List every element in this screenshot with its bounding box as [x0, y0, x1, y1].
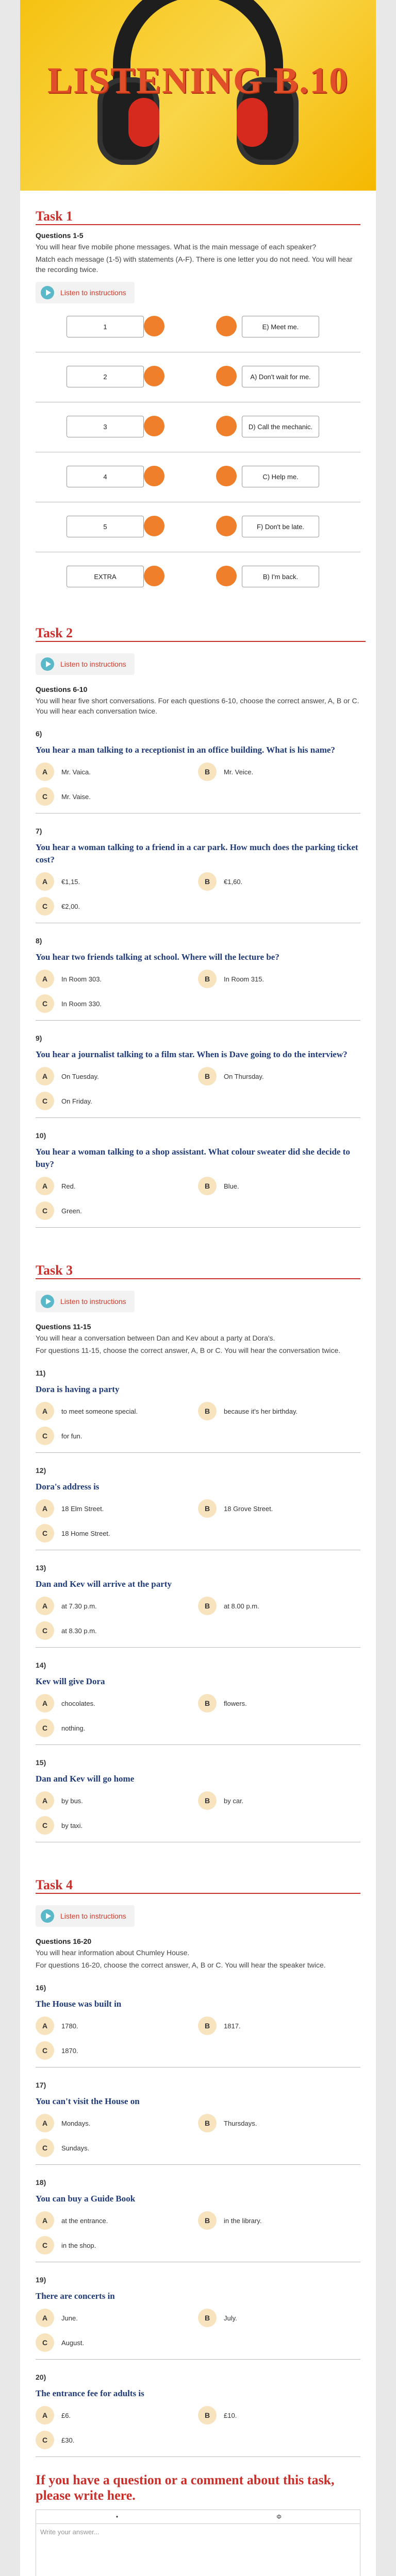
question-number: 8): [36, 937, 42, 945]
option-b[interactable]: [198, 872, 360, 891]
option-letter: C: [36, 1427, 54, 1445]
match-left-item: 4: [67, 466, 144, 487]
feedback-box: [36, 2510, 360, 2576]
option-text: 1870.: [61, 2046, 78, 2055]
option-letter: A: [36, 2211, 54, 2230]
option-a[interactable]: [36, 2016, 198, 2035]
match-left-item: EXTRA: [67, 566, 144, 587]
option-letter: A: [36, 2016, 54, 2035]
option-letter: B: [198, 1499, 217, 1518]
question-number: 10): [36, 1131, 46, 1140]
option-c[interactable]: [36, 1201, 198, 1220]
option-a[interactable]: [36, 2406, 198, 2425]
question-number: 17): [36, 2081, 46, 2089]
question-block: [36, 827, 360, 923]
play-icon: [41, 286, 54, 299]
option-text: Red.: [61, 1182, 76, 1190]
feedback-textarea[interactable]: Write your answer...: [40, 2528, 100, 2536]
option-text: £30.: [61, 2436, 75, 2444]
option-letter: B: [198, 2309, 217, 2327]
match-left-item: 3: [67, 416, 144, 437]
option-text: Green.: [61, 1207, 82, 1215]
option-c[interactable]: [36, 2041, 198, 2060]
option-b[interactable]: [198, 1177, 360, 1195]
question-text: You hear two friends talking at school. Where will the lecture be?: [36, 952, 279, 962]
question-text: Kev will give Dora: [36, 1676, 105, 1686]
feedback-toolbar: [36, 2510, 360, 2524]
match-right-item: E) Meet me.: [242, 316, 319, 337]
drag-handle-left[interactable]: [144, 316, 164, 336]
question-number: 20): [36, 2373, 46, 2381]
question-number: 11): [36, 1369, 46, 1377]
question-number: 14): [36, 1661, 46, 1669]
option-b[interactable]: [198, 2406, 360, 2425]
listen-button-task3[interactable]: Listen to instructions: [36, 1291, 135, 1312]
match-left-item: 1: [67, 316, 144, 337]
question-number: 9): [36, 1034, 42, 1042]
question-block: [36, 1034, 360, 1118]
task4-intro: You will hear information about Chumley House.: [36, 1948, 190, 1957]
question-text: Dan and Kev will go home: [36, 1774, 135, 1784]
option-text: by taxi.: [61, 1821, 83, 1829]
drag-handle-right[interactable]: [216, 416, 237, 436]
option-letter: B: [198, 2406, 217, 2425]
option-c[interactable]: [36, 1816, 198, 1835]
option-letter: B: [198, 2016, 217, 2035]
option-letter: A: [36, 872, 54, 891]
question-number: 19): [36, 2276, 46, 2284]
option-c[interactable]: [36, 2139, 198, 2157]
option-text: at 7.30 p.m.: [61, 1602, 97, 1610]
option-c[interactable]: [36, 994, 198, 1013]
option-text: to meet someone special.: [61, 1407, 138, 1415]
option-letter: B: [198, 1694, 217, 1713]
option-text: 18 Grove Street.: [224, 1504, 273, 1513]
option-c[interactable]: [36, 1427, 198, 1445]
symbol-tool-button[interactable]: Φ: [276, 2513, 282, 2520]
question-block: [36, 2373, 360, 2457]
question-text: Dan and Kev will arrive at the party: [36, 1579, 172, 1589]
option-letter: A: [36, 1402, 54, 1420]
option-letter: A: [36, 1499, 54, 1518]
option-text: Sundays.: [61, 2144, 90, 2152]
drag-handle-left[interactable]: [144, 416, 164, 436]
question-block: [36, 1466, 360, 1550]
play-icon: [41, 1295, 54, 1308]
option-a[interactable]: [36, 970, 198, 988]
divider: [36, 1227, 360, 1228]
option-letter: C: [36, 2236, 54, 2255]
task4-qhead: Questions 16-20: [36, 1937, 92, 1945]
option-letter: A: [36, 970, 54, 988]
task3-title: Task 3: [36, 1263, 73, 1278]
option-letter: C: [36, 2041, 54, 2060]
drag-handle-right[interactable]: [216, 316, 237, 336]
option-letter: B: [198, 1067, 217, 1086]
header-banner: [20, 0, 376, 191]
option-b[interactable]: [198, 2114, 360, 2132]
divider: [36, 1117, 360, 1118]
question-text: You hear a journalist talking to a film star. When is Dave going to do the interview?: [36, 1049, 348, 1059]
option-a[interactable]: [36, 1067, 198, 1086]
option-letter: A: [36, 2309, 54, 2327]
option-text: Blue.: [224, 1182, 239, 1190]
question-block: [36, 730, 360, 814]
option-text: On Friday.: [61, 1097, 92, 1105]
option-letter: C: [36, 787, 54, 806]
question-block: [36, 1131, 360, 1228]
option-c[interactable]: [36, 1524, 198, 1543]
question-number: 16): [36, 1984, 46, 1992]
option-letter: C: [36, 1524, 54, 1543]
divider: [36, 1647, 360, 1648]
match-left-item: 2: [67, 366, 144, 387]
option-text: In Room 330.: [61, 999, 102, 1008]
match-right-item: A) Don't wait for me.: [242, 366, 319, 387]
listen-button-task2[interactable]: Listen to instructions: [36, 653, 135, 675]
option-text: for fun.: [61, 1432, 82, 1440]
option-letter: A: [36, 1597, 54, 1615]
option-text: in the shop.: [61, 2241, 96, 2249]
option-text: chocolates.: [61, 1699, 95, 1707]
option-letter: B: [198, 872, 217, 891]
divider: [36, 1452, 360, 1453]
option-c[interactable]: [36, 787, 198, 806]
headphone-pad-left: [128, 98, 159, 147]
drag-handle-right[interactable]: [216, 516, 237, 536]
question-text: Dora is having a party: [36, 1384, 120, 1394]
option-c[interactable]: [36, 1719, 198, 1737]
option-c[interactable]: [36, 1092, 198, 1110]
divider: [36, 1020, 360, 1021]
question-text: You can't visit the House on: [36, 2096, 140, 2106]
divider: [36, 2456, 360, 2457]
option-text: €1,15.: [61, 877, 80, 886]
option-letter: A: [36, 1067, 54, 1086]
option-text: June.: [61, 2314, 78, 2322]
option-text: in the library.: [224, 2216, 262, 2225]
option-b[interactable]: [198, 1694, 360, 1713]
divider: [36, 813, 360, 814]
listen-button-task4[interactable]: Listen to instructions: [36, 1905, 135, 1927]
option-letter: A: [36, 1694, 54, 1713]
option-letter: B: [198, 1402, 217, 1420]
option-letter: A: [36, 1791, 54, 1810]
task4-instr: For questions 16-20, choose the correct answer, A, B or C. You will hear the speaker twice.: [36, 1961, 326, 1969]
drag-handle-left[interactable]: [144, 516, 164, 536]
task1-qhead: Questions 1-5: [36, 231, 84, 240]
option-letter: C: [36, 1201, 54, 1220]
option-letter: C: [36, 1719, 54, 1737]
option-letter: A: [36, 1177, 54, 1195]
listen-button-task1[interactable]: Listen to instructions: [36, 282, 135, 303]
option-letter: B: [198, 970, 217, 988]
option-b[interactable]: [198, 2211, 360, 2230]
match-row: [36, 461, 360, 510]
option-a[interactable]: [36, 1694, 198, 1713]
option-text: £6.: [61, 2411, 71, 2419]
option-text: at the entrance.: [61, 2216, 108, 2225]
option-text: Mondays.: [61, 2119, 91, 2127]
option-text: On Tuesday.: [61, 1072, 99, 1080]
question-text: You hear a man talking to a receptionist in an office building. What is his name?: [36, 745, 335, 755]
task3-intro: You will hear a conversation between Dan and Kev about a party at Dora's.: [36, 1334, 275, 1342]
task3-instr: For questions 11-15, choose the correct answer, A, B or C. You will hear the conversation twice.: [36, 1346, 341, 1354]
play-icon: [41, 657, 54, 671]
option-letter: B: [198, 2211, 217, 2230]
question-text: You can buy a Guide Book: [36, 2194, 136, 2204]
option-letter: C: [36, 897, 54, 916]
question-block: [36, 1758, 360, 1842]
drag-handle-left[interactable]: [144, 366, 164, 386]
option-c[interactable]: [36, 2431, 198, 2449]
option-text: 18 Elm Street.: [61, 1504, 104, 1513]
list-tool-button[interactable]: •: [116, 2513, 119, 2520]
question-text: The House was built in: [36, 1999, 122, 2009]
question-number: 13): [36, 1564, 46, 1572]
option-text: by car.: [224, 1797, 244, 1805]
question-text: Dora's address is: [36, 1482, 100, 1492]
option-letter: C: [36, 1621, 54, 1640]
option-b[interactable]: [198, 970, 360, 988]
question-text: You hear a woman talking to a friend in a car park. How much does the parking ticket cost?: [36, 842, 358, 865]
task1-intro: You will hear five mobile phone messages. What is the main message of each speaker?: [36, 243, 317, 251]
option-text: by bus.: [61, 1797, 83, 1805]
match-right-item: B) I'm back.: [242, 566, 319, 587]
option-letter: A: [36, 762, 54, 781]
option-text: On Thursday.: [224, 1072, 264, 1080]
option-a[interactable]: [36, 2309, 198, 2327]
match-right-item: D) Call the mechanic.: [242, 416, 319, 437]
option-b[interactable]: [198, 2309, 360, 2327]
match-row: [36, 361, 360, 410]
task2-qhead: Questions 6-10: [36, 685, 88, 693]
match-row: [36, 311, 360, 360]
option-b[interactable]: [198, 2016, 360, 2035]
option-text: Mr. Vaise.: [61, 792, 91, 801]
option-text: at 8.00 p.m.: [224, 1602, 259, 1610]
question-number: 6): [36, 730, 42, 738]
option-a[interactable]: [36, 2114, 198, 2132]
question-block: [36, 1369, 360, 1453]
option-text: 18 Home Street.: [61, 1529, 110, 1537]
option-letter: C: [36, 1816, 54, 1835]
option-text: In Room 315.: [224, 975, 265, 983]
option-letter: B: [198, 2114, 217, 2132]
headphone-pad-right: [237, 98, 268, 147]
option-letter: B: [198, 1597, 217, 1615]
match-row: [36, 511, 360, 560]
option-a[interactable]: [36, 1499, 198, 1518]
option-c[interactable]: [36, 2236, 198, 2255]
option-text: Thursdays.: [224, 2119, 257, 2127]
option-letter: B: [198, 1177, 217, 1195]
option-a[interactable]: [36, 1791, 198, 1810]
option-letter: B: [198, 762, 217, 781]
page-title: LISTENING B.10: [47, 60, 349, 101]
match-row: [36, 561, 360, 610]
question-block: [36, 2276, 360, 2360]
task1-title: Task 1: [36, 209, 73, 224]
question-block: [36, 2178, 360, 2262]
match-right-item: F) Don't be late.: [242, 516, 319, 537]
option-text: at 8.30 p.m.: [61, 1626, 97, 1635]
option-a[interactable]: [36, 1597, 198, 1615]
task3-qhead: Questions 11-15: [36, 1323, 91, 1331]
question-text: The entrance fee for adults is: [36, 2388, 144, 2398]
option-text: nothing.: [61, 1724, 86, 1732]
option-text: Mr. Veice.: [224, 768, 254, 776]
option-text: €2,00.: [61, 902, 80, 910]
question-text: There are concerts in: [36, 2291, 115, 2301]
drag-handle-right[interactable]: [216, 366, 237, 386]
option-text: Mr. Vaica.: [61, 768, 91, 776]
divider: [36, 2164, 360, 2165]
matching-area: [36, 311, 360, 610]
feedback-heading: If you have a question or a comment about this task, please write here.: [36, 2472, 335, 2503]
drag-handle-left[interactable]: [144, 566, 164, 586]
play-icon: [41, 1909, 54, 1923]
option-c[interactable]: [36, 1621, 198, 1640]
option-text: 1780.: [61, 2022, 78, 2030]
question-block: [36, 2081, 360, 2165]
option-a[interactable]: [36, 1177, 198, 1195]
question-block: [36, 937, 360, 1021]
task2-title: Task 2: [36, 625, 73, 640]
option-letter: C: [36, 1092, 54, 1110]
drag-handle-left[interactable]: [144, 466, 164, 486]
worksheet-page: [20, 0, 376, 2576]
task1-instr: Match each message (1-5) with statements (A-F). There is one letter you do not need. You will hear the recording twice.: [36, 255, 353, 274]
task4-title: Task 4: [36, 1877, 73, 1892]
option-letter: B: [198, 1791, 217, 1810]
option-text: In Room 303.: [61, 975, 102, 983]
option-c[interactable]: [36, 2333, 198, 2352]
option-b[interactable]: [198, 1597, 360, 1615]
match-row: [36, 411, 360, 460]
option-a[interactable]: [36, 872, 198, 891]
divider: [36, 1744, 360, 1745]
question-number: 7): [36, 827, 42, 835]
option-b[interactable]: [198, 762, 360, 781]
question-number: 15): [36, 1758, 46, 1767]
option-letter: A: [36, 2114, 54, 2132]
option-b[interactable]: [198, 1791, 360, 1810]
question-number: 12): [36, 1466, 46, 1475]
question-number: 18): [36, 2178, 46, 2187]
drag-handle-right[interactable]: [216, 566, 237, 586]
option-a[interactable]: [36, 762, 198, 781]
option-letter: C: [36, 2333, 54, 2352]
match-left-item: 5: [67, 516, 144, 537]
option-b[interactable]: [198, 1499, 360, 1518]
option-b[interactable]: [198, 1402, 360, 1420]
option-text: July.: [224, 2314, 237, 2322]
option-b[interactable]: [198, 1067, 360, 1086]
option-a[interactable]: [36, 1402, 198, 1420]
task2-intro: You will hear five short conversations. For each questions 6-10, choose the correct answer, A, B or C. You will hear each conversation twice.: [36, 697, 359, 715]
question-block: [36, 1564, 360, 1648]
question-block: [36, 1984, 360, 2067]
option-letter: C: [36, 2431, 54, 2449]
option-letter: C: [36, 2139, 54, 2157]
option-text: £10.: [224, 2411, 237, 2419]
option-c[interactable]: [36, 897, 198, 916]
option-text: 1817.: [224, 2022, 241, 2030]
option-text: €1,60.: [224, 877, 243, 886]
option-text: August.: [61, 2338, 85, 2347]
option-a[interactable]: [36, 2211, 198, 2230]
option-text: because it's her birthday.: [224, 1407, 298, 1415]
question-block: [36, 1661, 360, 1745]
drag-handle-right[interactable]: [216, 466, 237, 486]
option-text: flowers.: [224, 1699, 247, 1707]
divider: [36, 2359, 360, 2360]
option-letter: A: [36, 2406, 54, 2425]
option-letter: C: [36, 994, 54, 1013]
question-text: You hear a woman talking to a shop assistant. What colour sweater did she decide to buy?: [36, 1147, 350, 1169]
match-right-item: C) Help me.: [242, 466, 319, 487]
